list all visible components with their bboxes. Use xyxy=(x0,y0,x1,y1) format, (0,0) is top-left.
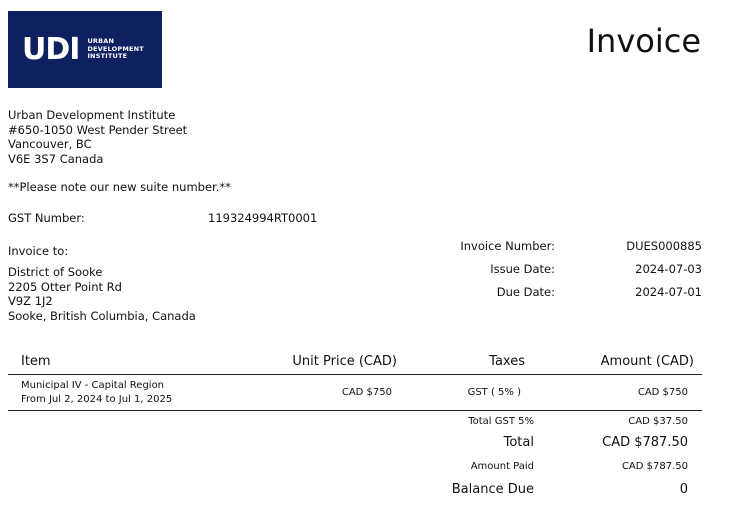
udi-logo xyxy=(8,11,162,88)
item-description: Municipal IV - Capital Region xyxy=(21,380,165,391)
column-header-unit-price: Unit Price (CAD) xyxy=(292,354,397,369)
amount-paid-value: CAD $787.50 xyxy=(621,461,688,472)
due-date-value: 2024-07-01 xyxy=(635,285,702,299)
total-value: CAD $787.50 xyxy=(602,435,688,450)
sender-address xyxy=(8,108,187,166)
total-gst-label: Total GST 5% xyxy=(468,416,534,427)
logo-line-2: DEVELOPMENT xyxy=(87,44,144,53)
column-header-amount: Amount (CAD) xyxy=(600,354,694,369)
item-amount: CAD $750 xyxy=(637,387,688,398)
issue-date-value: 2024-07-03 xyxy=(635,262,702,276)
column-header-taxes: Taxes xyxy=(489,354,525,369)
sender-line-4: V6E 3S7 Canada xyxy=(8,151,104,166)
logo-wordmark xyxy=(87,38,144,61)
balance-due-value: 0 xyxy=(679,482,688,497)
page-title: Invoice xyxy=(586,22,701,60)
total-label: Total xyxy=(503,435,534,450)
row-divider xyxy=(8,410,702,411)
invoice-number-label: Invoice Number: xyxy=(460,239,555,253)
issue-date-label: Issue Date: xyxy=(490,262,555,276)
recipient-line-3: V9Z 1J2 xyxy=(8,294,53,309)
recipient-line-1: District of Sooke xyxy=(8,265,103,279)
column-header-item: Item xyxy=(21,354,51,369)
item-unit-price: CAD $750 xyxy=(341,387,392,398)
invoice-to-label: Invoice to: xyxy=(8,244,69,258)
total-gst-value: CAD $37.50 xyxy=(628,416,688,427)
suite-note: **Please note our new suite number.** xyxy=(8,180,231,194)
item-period: From Jul 2, 2024 to Jul 1, 2025 xyxy=(21,394,173,405)
header-divider xyxy=(8,374,702,375)
logo-mark: UDI xyxy=(22,32,80,67)
sender-line-3: Vancouver, BC xyxy=(8,137,92,152)
gst-label: GST Number: xyxy=(8,211,85,225)
logo-line-1: URBAN xyxy=(87,37,115,46)
gst-value: 119324994RT0001 xyxy=(208,211,318,225)
logo-line-3: INSTITUTE xyxy=(87,52,128,61)
table-row xyxy=(21,379,172,407)
amount-paid-label: Amount Paid xyxy=(470,461,534,472)
recipient-line-4: Sooke, British Columbia, Canada xyxy=(8,308,196,323)
invoice-number-value: DUES000885 xyxy=(626,239,702,253)
recipient-line-2: 2205 Otter Point Rd xyxy=(8,279,122,294)
recipient-address xyxy=(8,265,196,323)
sender-line-1: Urban Development Institute xyxy=(8,108,176,122)
due-date-label: Due Date: xyxy=(496,285,555,299)
sender-line-2: #650-1050 West Pender Street xyxy=(8,122,188,137)
item-taxes: GST ( 5% ) xyxy=(467,387,521,398)
balance-due-label: Balance Due xyxy=(451,482,534,497)
